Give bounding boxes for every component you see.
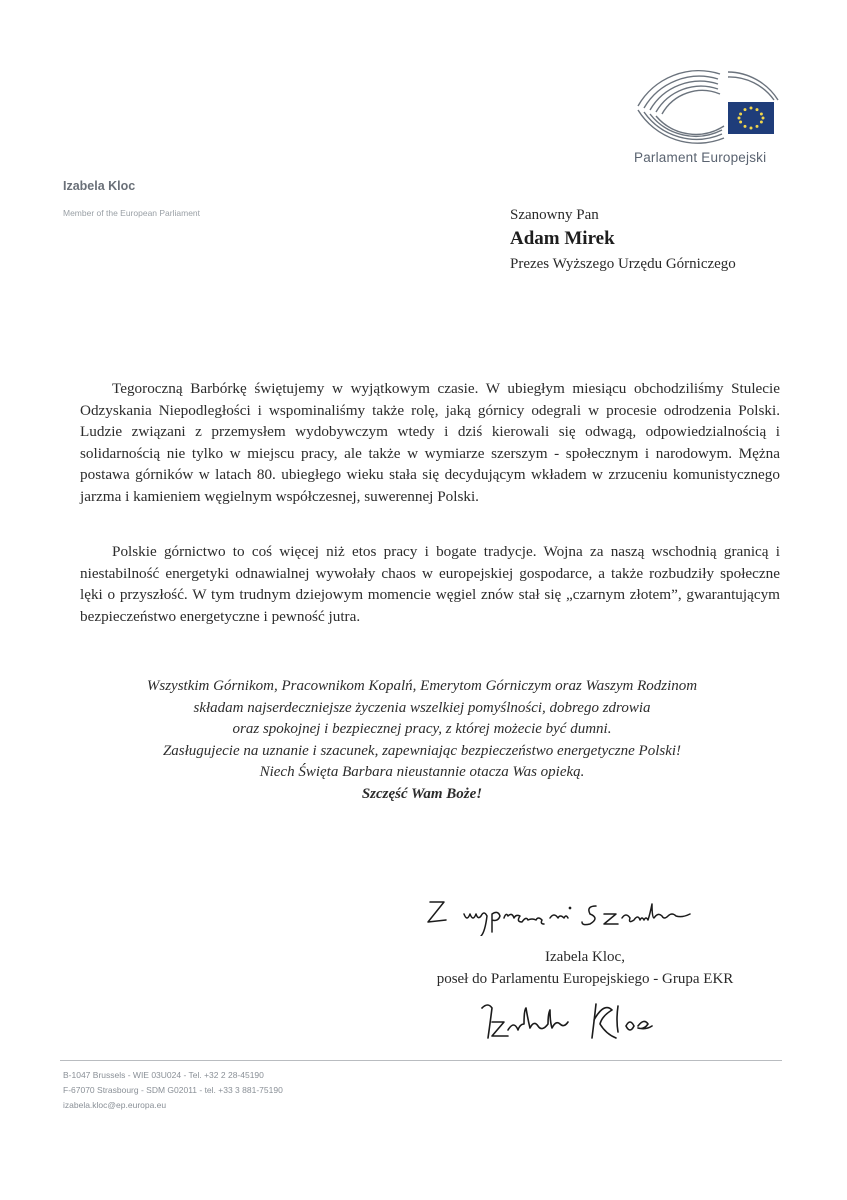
footer-address-strasbourg: F-67070 Strasbourg - SDM G02011 - tel. +33 3 881-75190 [63,1085,283,1095]
signatory-block [395,946,775,990]
recipient-block [510,205,736,275]
european-parliament-logo [632,66,782,146]
wishes-line: Zasługujecie na uznanie i szacunek, zapewniając bezpieczeństwo energetyczne Polski! [162,742,682,759]
handwritten-signature [478,996,678,1046]
wishes-line: oraz spokojnej i bezpiecznej pracy, z której możecie być dumni. [232,721,612,737]
footer-divider [60,1060,782,1061]
footer-address-brussels: B-1047 Brussels - WIE 03U024 - Tel. +32 2 28-45190 [63,1070,264,1080]
body-paragraph: Polskie górnictwo to coś więcej niż etos pracy i bogate tradycje. Wojna za naszą wschodnią granicą i niestabilność energetyki odnawialnej wywołały chaos w europejskiej gospodarce, a także rozbudziły społeczne lęki o przyszłość. W tym trudnym dziejowym momencie węgiel znów stał się „czarnym złotem”, gwarantującym bezpieczeństwo energetyczne i pewność jutra. [80,543,780,625]
signatory-name: Izabela Kloc, [545,949,625,965]
wishes-line: Wszystkim Górnikom, Pracownikom Kopalń, Emerytom Górniczym oraz Waszym Rodzinom [146,678,698,694]
recipient-salutation: Szanowny Pan [510,207,599,223]
body-paragraph: Tegoroczną Barbórkę świętujemy w wyjątkowym czasie. W ubiegłym miesiącu obchodziliśmy Stulecie Odzyskania Niepodległości i wspominaliśmy także rolę, jaką górnicy odegrali w procesie odrodzenia Polski. Ludzie związani z przemysłem wydobywczym wtedy i dziś kierowali się odwagą, odpowiedzialnością i solidarnością nie tylko w miejscu pracy, ale także w wymiarze szerszym - społecznym i narodowym. Mężna postawa górników w latach 80. ubiegłego wieku stała się decydującym wkładem w zrzuceniu komunistycznego jarzma i kamieniem węgielnym współczesnej, suwerennej Polski. [80,380,780,505]
recipient-name: Adam Mirek [510,228,615,249]
organization-name: Parlament Europejski [634,150,767,165]
recipient-title: Prezes Wyższego Urzędu Górniczego [510,256,736,272]
wishes-closing: Szczęść Wam Boże! [361,785,483,802]
footer-email: izabela.kloc@ep.europa.eu [63,1100,167,1110]
footer-contact [63,1068,283,1113]
signatory-title: poseł do Parlamentu Europejskiego - Grupa EKR [436,971,734,987]
wishes-block [60,676,784,805]
wishes-line: Niech Święta Barbara nieustannie otacza Was opieką. [259,764,585,780]
sender-role: Member of the European Parliament [63,208,201,218]
wishes-line: składam najserdeczniejsze życzenia wszelkiej pomyślności, dobrego zdrowia [193,699,651,716]
handwritten-regards [420,892,720,936]
sender-name: Izabela Kloc [63,179,136,193]
